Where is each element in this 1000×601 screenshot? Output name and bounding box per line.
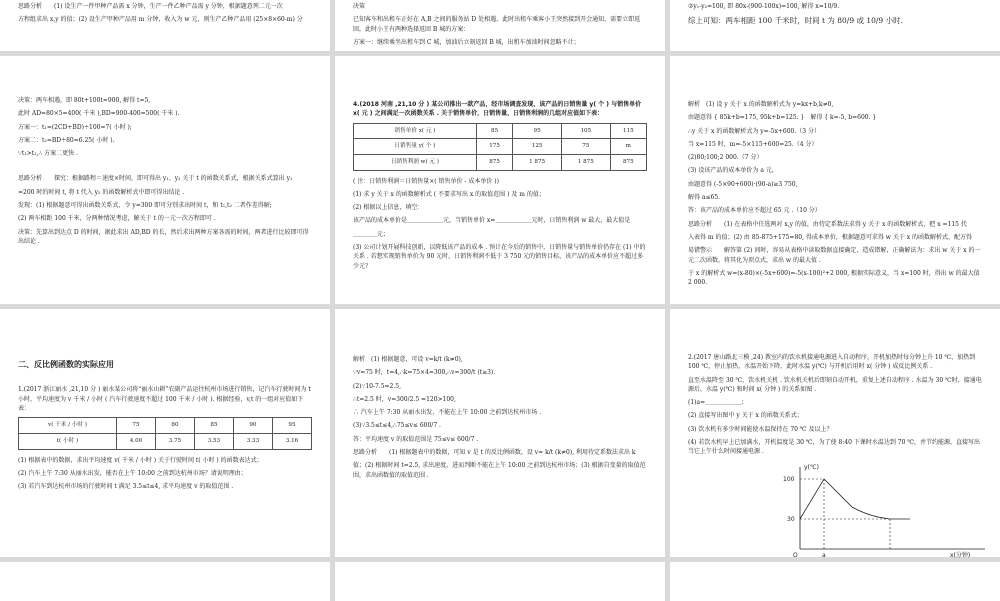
question-text: (1) 根据表中的数据，求出平均速度 v( 千米 / 小时 ) 关于行驶时间 t( 小时 ) 的函数表达式； — [18, 456, 263, 464]
solution-text: (2)∵10-7.5=2.5, — [353, 382, 401, 390]
body-text: 方案一：继续乘坐出租车到 C 城，加油后立刻返回 B 城，出租车加油时间忽略不计； — [353, 38, 580, 46]
body-text: 已知客车和出租车正好在 A,B 之间的服务站 D 处相遇，此时出租车乘客小王突然接到开会通知，需要立即返回，此时小王有两种选择返回 B 城的方案： — [353, 16, 641, 33]
analysis-text: =200 时的时间 t, 将 t 代入 y₂ 的函数解析式中即可得出结论 . — [18, 188, 185, 196]
solution-text: 解析 (1) 根据题意，可设 v=k/t (k≠0), — [353, 356, 463, 363]
table-cell: 3.33 — [233, 433, 272, 449]
analysis-text: 思路分析 (1) 设生产一件甲种产品需 x 分钟，生产一件乙种产品需 y 分钟，根据题意列二元一次 — [18, 3, 283, 10]
question-text: ＿＿＿＿元； — [353, 230, 390, 238]
table-cell: 3.75 — [155, 433, 194, 449]
page-p7 — [0, 309, 330, 557]
x-axis-label: x(分钟) — [950, 552, 971, 559]
warning-text: 易错警示 解答第 (2) 问时，容易从表格中读取数据直接确定，造成错解，正确解法为：求出 w 关于 x 的一元二次函数，将其化为顶点式，求出 w 的最大值 . — [688, 247, 981, 264]
page-p3 — [670, 0, 1000, 51]
solution-text: 综上可知：两车相距 100 千米时，时间 t 为 80/9 或 10/9 小时. — [688, 16, 903, 26]
page-p10 — [0, 562, 330, 601]
page-p12 — [670, 562, 1000, 601]
table-cell: 日销售量 y( 个 ) — [354, 139, 477, 155]
analysis-text: 方程组求出 x,y 的值；(2) 设生产甲种产品用 m 分钟，收入为 w 元，则生产乙种产品用 (25×8×60-m) 分 — [18, 16, 303, 24]
solution-text: ∴t=2.5 时，v=300/2.5 =120>100, — [353, 395, 456, 403]
question-text: (1) 求 y 关于 x 的函数解析式 ( 不要求写出 x 的取值范围 ) 及 m 的值； — [353, 190, 545, 198]
table-cell: 115 — [610, 123, 646, 139]
table-cell: 3.16 — [272, 433, 311, 449]
page-p1 — [0, 0, 330, 51]
table-row — [354, 139, 647, 155]
table-cell: 85 — [476, 123, 512, 139]
table-cell: 日销售利润 w( 元 ) — [354, 154, 477, 170]
question-text: (3) 若汽车到达杭州市场的行驶时间 t 满足 3.5≤t≤4, 求平均速度 v 的取值范围 . — [18, 483, 234, 491]
body-text: 方案一：t₁=(2CD+BD)÷100=7( 小时 ); — [18, 123, 132, 131]
table-cell: 1 875 — [513, 154, 562, 170]
table-cell: 75 — [117, 418, 156, 434]
table-cell: 95 — [513, 123, 562, 139]
question-text: (1)a=＿＿＿＿＿＿； — [688, 399, 748, 407]
question-text: (2) 根据以上信息，填空： — [353, 204, 424, 212]
analysis-text: (2) 两车相距 100 千米，分两种情况考虑，解关于 t 的一元一次方程即可 . — [18, 215, 216, 223]
question-text: (3) 公司计划开展科技创新，以降低该产品的成本 . 预计在今后的销售中，日销售量与销售单价仍存在 (1) 中的关系 . 若想实现销售单价为 90 元时，日销售利润不低于 3 750 元的销售目标，该产品的成本单价应不超过多少元？ — [353, 244, 646, 270]
table-cell: 80 — [155, 418, 194, 434]
table-row — [354, 123, 647, 139]
page-p2 — [335, 0, 665, 51]
page-p9 — [670, 309, 1000, 557]
question-text: (3) 饮水机有多少时间能使水温保持在 70 ℃ 及以上？ — [688, 425, 833, 433]
body-text: 决策 — [353, 3, 366, 10]
table-cell: 4.00 — [117, 433, 156, 449]
table-cell: 3.53 — [194, 433, 233, 449]
question-text: (2) 直接写出图中 y 关于 x 的函数关系式； — [688, 412, 803, 420]
table-cell: v( 千米 / 小时 ) — [19, 418, 117, 434]
analysis-text: 值；(2) 根据时间 t=2.5, 求出速度，进而判断不能在上午 10:00 之前到达杭州市场；(3) 根据自变量的取值范围，求出函数值的取值范围 . — [353, 462, 646, 479]
table-cell: 125 — [513, 139, 562, 155]
table-cell: 销售单价 x( 元 ) — [354, 123, 477, 139]
question-text: 该产品的成本单价是＿＿＿＿＿＿元，当销售单价 x=＿＿＿＿＿＿元时，日销售利润 w 最大，最大值是 — [353, 217, 631, 225]
solution-text: 解得 a≤65. — [688, 194, 721, 202]
table-cell: 75 — [561, 139, 610, 155]
table-row — [19, 418, 312, 434]
solution-text: 当 x=115 时，m=-5×115+600=25.（4 分） — [688, 140, 818, 148]
table-cell: 175 — [476, 139, 512, 155]
table-cell: 95 — [272, 418, 311, 434]
temperature-graph — [783, 463, 990, 559]
page-p8 — [335, 309, 665, 557]
tick-label: a — [822, 552, 826, 559]
problem-text: 直至水温降至 30 ℃，饮水机关机 . 饮水机关机后即刻自动开机，重复上述自动程序 . 水温为 30 ℃时，接通电源后，水温 y(℃) 和时间 x( 分钟 ) 的关系如图 . — [688, 376, 982, 393]
page-p11 — [335, 562, 665, 601]
note-text: ( 注：日销售利润＝日销售量×( 销售单价 - 成本单价 )) — [353, 177, 499, 185]
question-text: (4) 若饮水机早上已加满水，开机温度是 30 ℃，为了使 8:40 下课时水温达到 70 ℃，并节约能源，直接写出当它上午什么时间接通电源 . — [688, 439, 981, 456]
body-text: 方案二：t₂=BD÷80=6.25( 小时 ). — [18, 136, 115, 144]
analysis-text: 思路分析 (1) 根据题表中的数据，可知 v 是 t 的反比例函数，设 v= k/t (k≠0), 利用待定系数法求出 k — [353, 449, 636, 457]
table-row — [354, 154, 647, 170]
origin-label: O — [793, 552, 798, 559]
page-p6 — [670, 56, 1000, 304]
table-cell: 1 875 — [561, 154, 610, 170]
analysis-text: 发现：(1) 根据题意可得出函数关系式，令 y=300 即可分别求出时间 t，和 t₁,t₂ 二者作差得解; — [18, 202, 272, 210]
data-table — [18, 417, 312, 449]
body-text: 决策：两车相遇，即 80t+100t=900, 解得 t=5, — [18, 97, 151, 104]
problem-text: 1.(2017 浙江丽水 ,21,10 分 ) 丽水某公司将“丽水山耕”农副产品运往杭州市场进行销售，记汽车行驶时间为 t 小时，平均速度为 v 千米 / 小时 ( 汽车行驶速度不超过 100 千米 / 小时 ). 根据经验，v,t 的一组对应值如下表： — [18, 386, 311, 412]
solution-text: (2)80;100;2 000.（7 分） — [688, 154, 763, 162]
analysis-text: 决策：先算出到达点 D 的时间，据此求出 AD,BD 的长，然后求出两种方案各需的时间，两者进行比较即可得出结论 . — [18, 228, 309, 245]
question-text: (2) 汽车上午 7:30 从丽水出发，能否在上午 10:00 之前到达杭州市场？请说明理由； — [18, 469, 247, 477]
table-cell: 90 — [233, 418, 272, 434]
solution-text: 解析 (1) 设 y 关于 x 的函数解析式为 y=kx+b,k≠0, — [688, 101, 834, 108]
table-cell: 875 — [476, 154, 512, 170]
solution-text: 由题意得 (-5×90+600)·(90-a)≥3 750, — [688, 180, 798, 188]
solution-text: ∴ 汽车上午 7:30 从丽水出发，不能在上午 10:00 之前到达杭州市场 . — [353, 409, 542, 417]
solution-text: 由题意得 { 85k+b=175, 95k+b=125. } 解得 { k=-5, b=600. } — [688, 114, 877, 122]
tick-label: 30 — [787, 516, 795, 523]
problem-text: 2.(2017 唐山路北三模 ,24) 教室内的饮水机接通电源进入自动程序，开机加热时每分钟上升 10 ℃，加热到 100 ℃，停止加热，水温开始下降，此时水温 y(℃) 与开机后用时 x( 分钟 ) 成反比例关系 . — [688, 354, 976, 371]
section-title: 二、反比例函数的实际应用 — [18, 360, 114, 369]
tick-label: 100 — [783, 476, 795, 483]
table-cell: 105 — [561, 123, 610, 139]
table-cell: 85 — [194, 418, 233, 434]
solution-text: (3)∵3.5≤t≤4,∴75≤v≤ 600/7 . — [353, 422, 441, 430]
page-p4 — [0, 56, 330, 304]
solution-text: (3) 设该产品的成本单价为 a 元， — [688, 167, 778, 175]
temperature-curve — [800, 479, 910, 519]
table-row — [19, 433, 312, 449]
analysis-text: 于 x 的解析式 w=(x-80)×(-5x+600)=-5(x-100)²+2 000, 根据实际意义，当 x=100 时，得出 w 的最大值 2 000. — [688, 269, 980, 287]
table-cell: t( 小时 ) — [19, 433, 117, 449]
analysis-text: 思路分析 (1) 在表格中任选两对 x,y 的值，由待定系数法求得 y 关于 x 的函数解析式，把 x =115 代 — [688, 220, 967, 228]
solution-text: ∴y 关于 x 的函数解析式为 y=-5x+600.（3 分） — [688, 127, 820, 135]
analysis-text: 思路分析 探究：根据路程＝速度×时间，即可得出 y₁、y₂ 关于 t 的函数关系式，根据关系式算出 y₁ — [18, 175, 293, 183]
y-axis-label: y(℃) — [804, 464, 819, 471]
problem-text: 4.(2018 河南 ,21,10 分 ) 某公司推出一款产品，经市场调查发现，该产品的日销售量 y( 个 ) 与销售单价 x( 元 ) 之间满足一次函数关系 . 关于销售单价，日销售量，日销售利润的几组对应值如下表： — [353, 101, 642, 118]
table-cell: m — [610, 139, 646, 155]
solution-text: 答：该产品的成本单价应不超过 65 元 .（10 分） — [688, 207, 821, 215]
analysis-text: 入表得 m 的值；(2) 由 85-875+175=80, 得成本单价，根据题意可求得 w 关于 x 的函数解析式，配方得 — [688, 233, 973, 241]
table-cell: 875 — [610, 154, 646, 170]
page-p5 — [335, 56, 665, 304]
solution-text: 答：平均速度 v 的取值范围是 75≤v≤ 600/7 . — [353, 435, 479, 443]
body-text: 此时 AD=80×5=400( 千米 ),BD=900-400=500( 千米 ). — [18, 110, 180, 118]
solution-text: ∵v=75 时，t=4,∴k=75×4=300,∴v=300/t (t≥3). — [353, 369, 496, 377]
body-text: ∵t₁>t₂,∴ 方案二更快 . — [18, 150, 78, 158]
data-table — [353, 123, 647, 171]
solution-text: ②y₁-y₂=100, 即 80x-(900-100x)=100, 解得 x=10/9. — [688, 3, 840, 10]
